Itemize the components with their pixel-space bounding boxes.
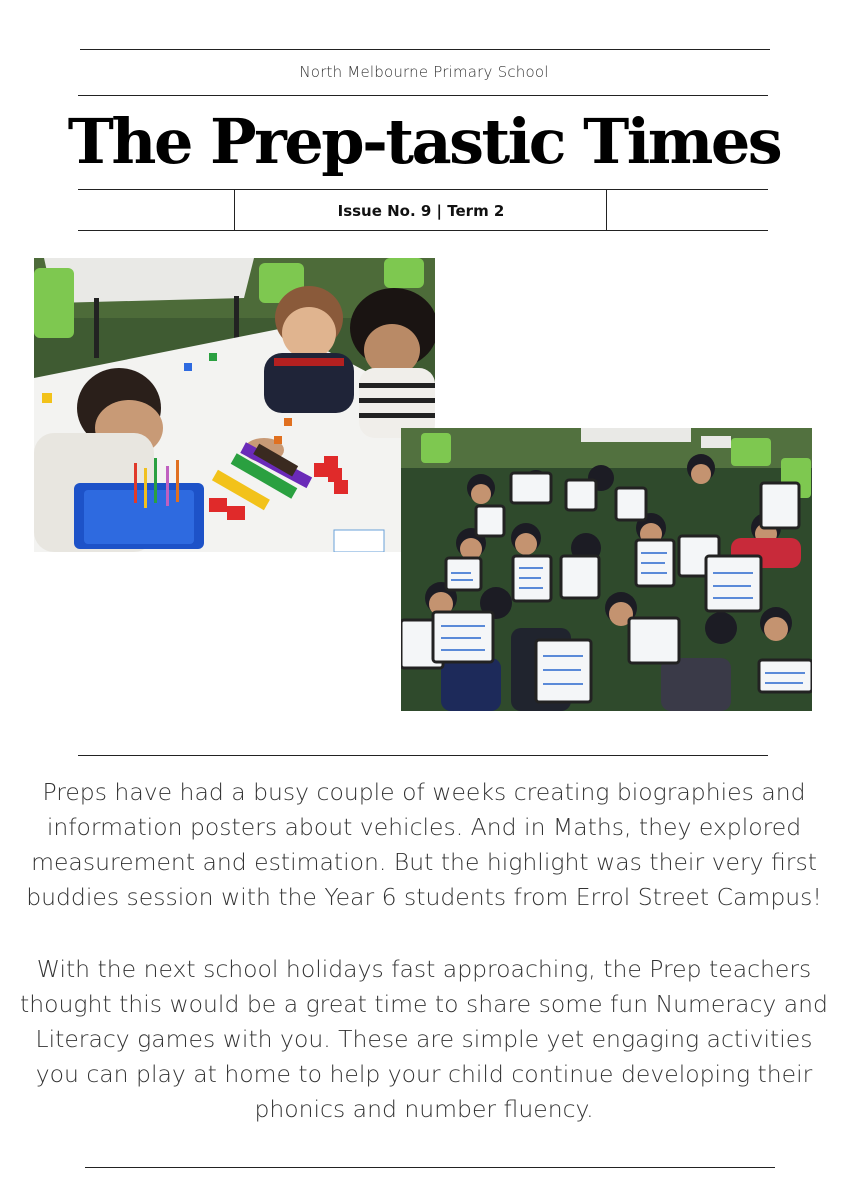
body-top-rule [78, 755, 768, 756]
body-paragraph-1: Preps have had a busy couple of weeks creating biographies and information posters about vehicles. And in Maths, they explored measurement and estimation. But the highlight was their very first buddies session with the Year 6 students from Errol Street Campus! [26, 778, 822, 911]
school-name-rule [78, 95, 768, 96]
top-rule [80, 49, 770, 50]
body-bottom-rule [85, 1167, 775, 1168]
class-holding-whiteboards-photo [401, 428, 812, 711]
school-name: North Melbourne Primary School [299, 63, 549, 81]
body-paragraph-2: With the next school holidays fast approaching, the Prep teachers thought this would be a great time to share some fun Numeracy and Literacy games with you. These are simple yet engaging activities you can play at home to help your child continue developing their phonics and number fluency. [20, 955, 828, 1123]
newsletter-title: The Prep-tastic Times [67, 105, 781, 178]
issue-info: Issue No. 9 | Term 2 [337, 202, 505, 220]
issue-bottom-rule [78, 230, 768, 231]
children-building-with-blocks-photo [34, 258, 435, 552]
